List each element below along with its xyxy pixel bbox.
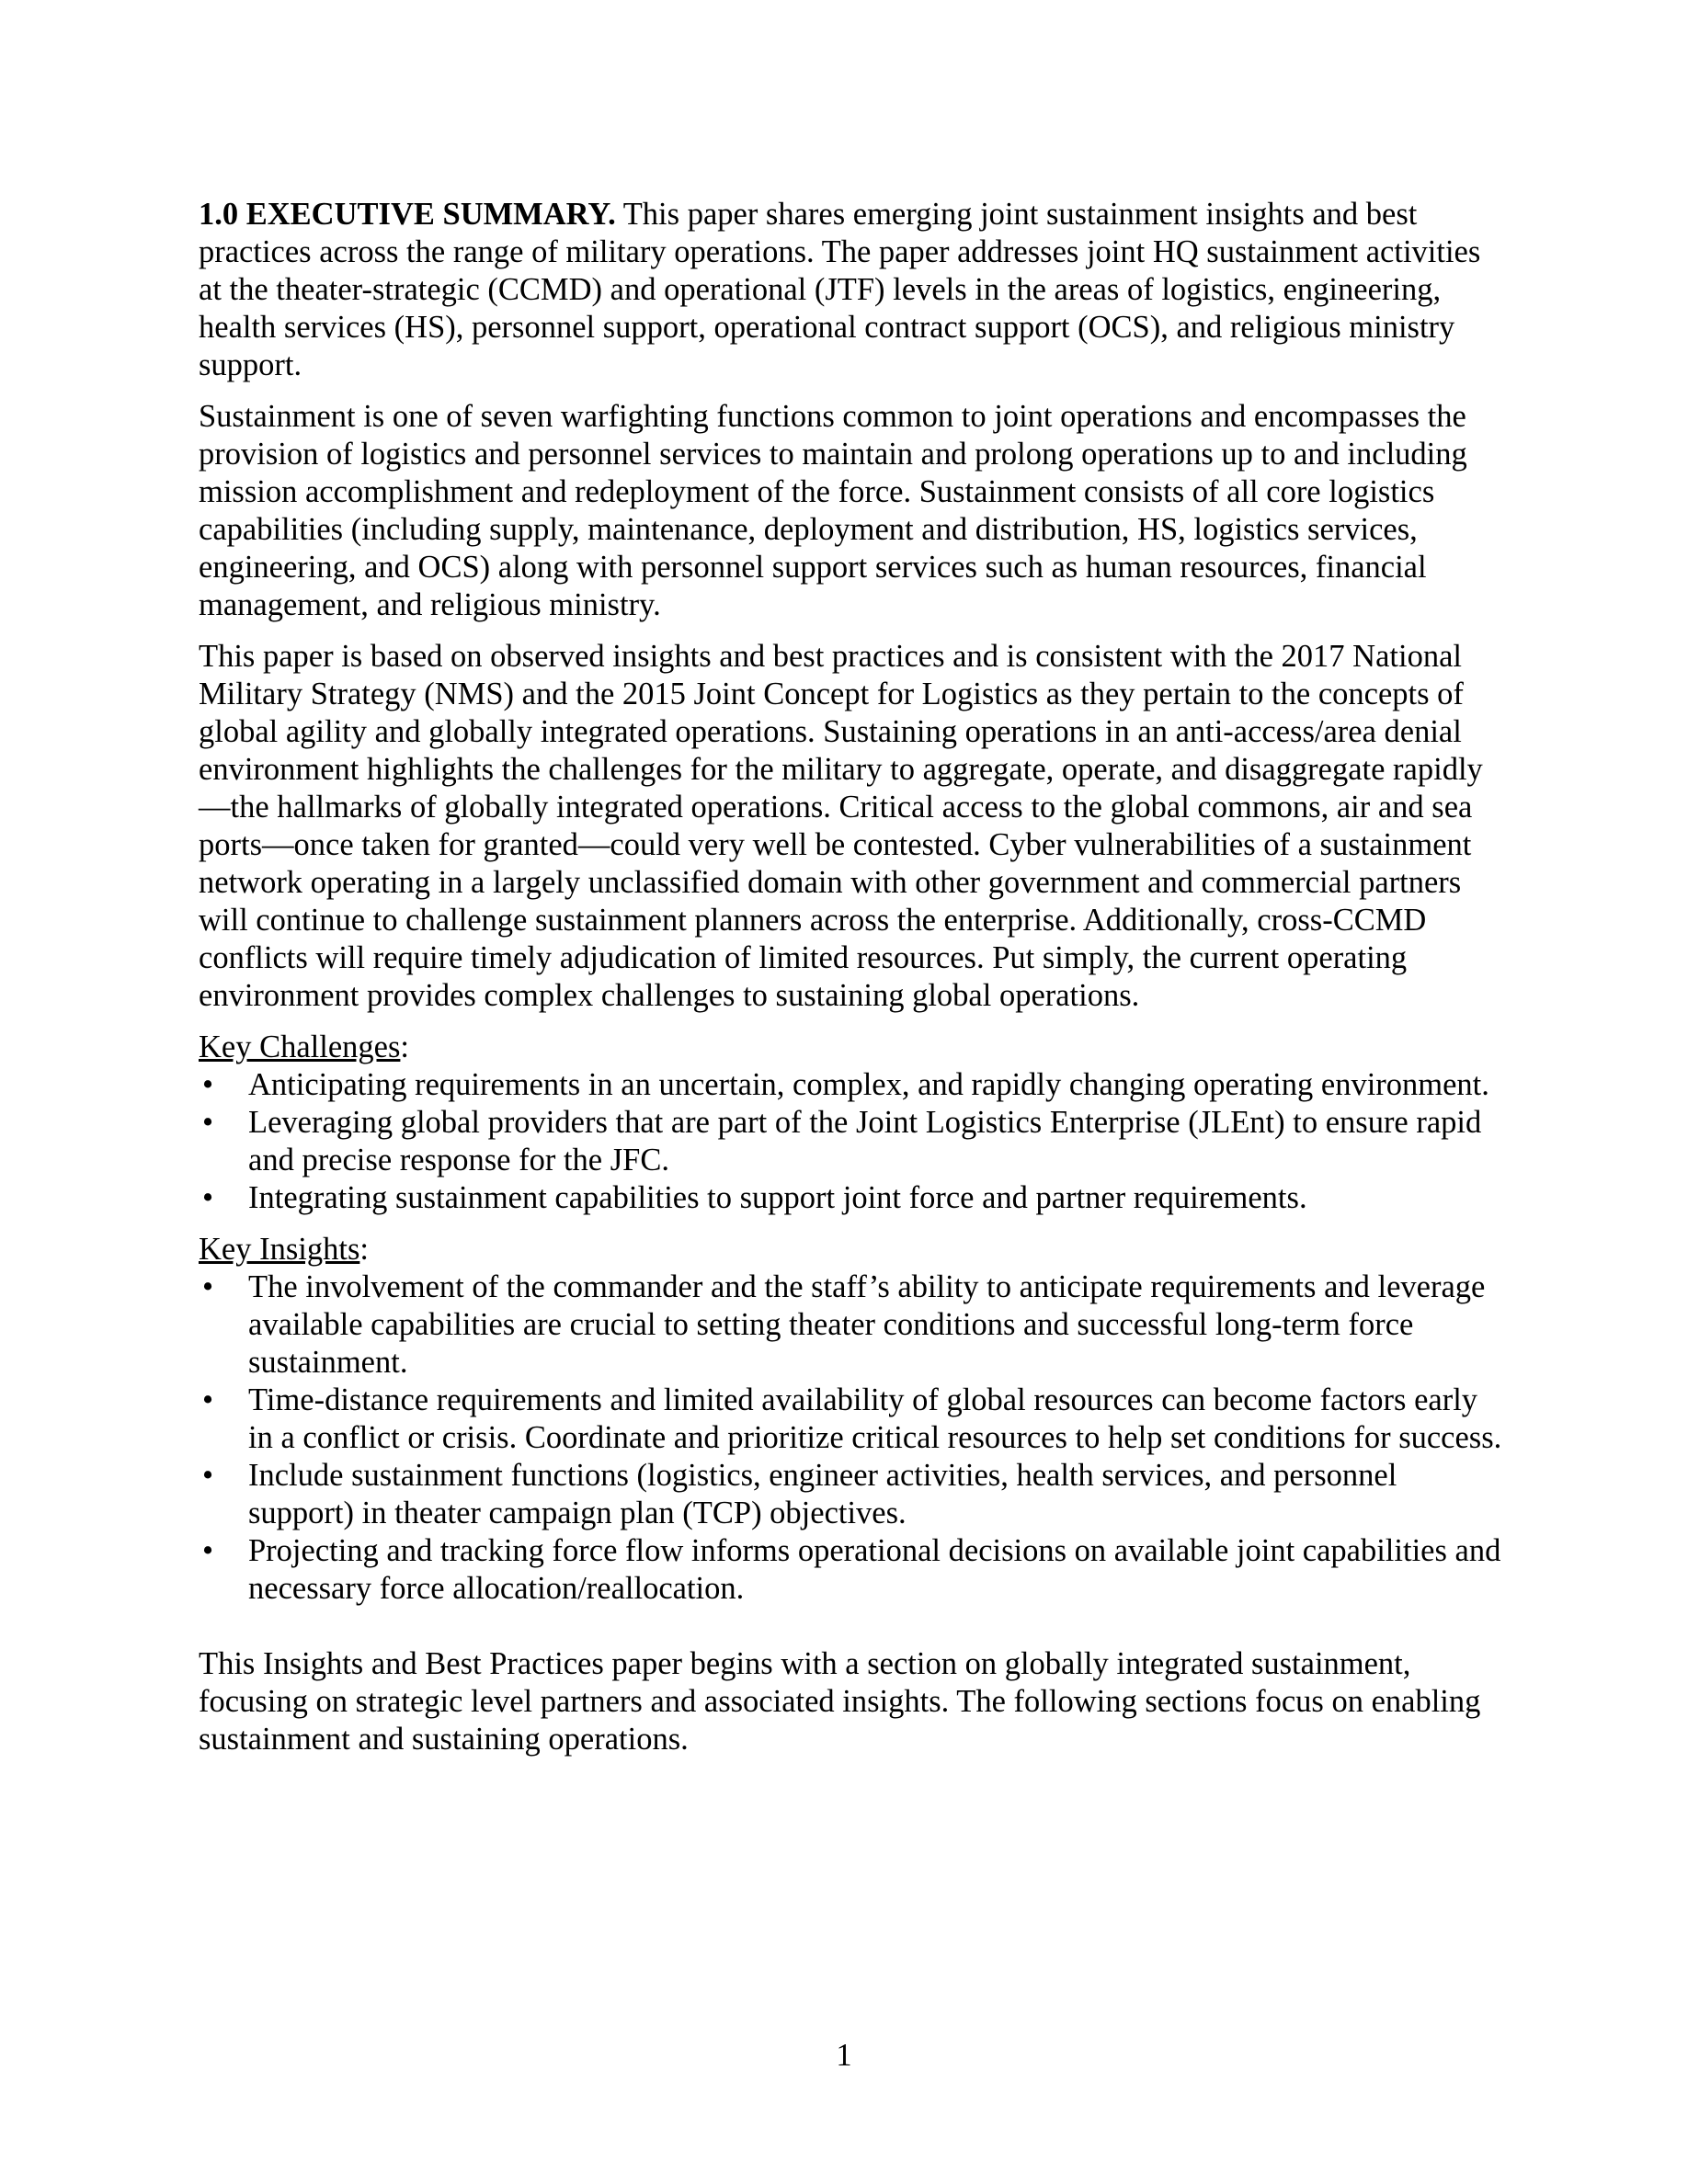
- list-item-text: Include sustainment functions (logistics, engineer activities, health services, and personnel support) in theater campaign plan (TCP) objectives.: [248, 1458, 1397, 1530]
- list-item: [199, 1066, 1504, 1104]
- bullet-icon: •: [201, 1533, 214, 1568]
- list-item: [199, 1104, 1504, 1179]
- key-challenges-list: [199, 1066, 1504, 1217]
- page-number: 1: [836, 2038, 852, 2073]
- key-insights-label: Key Insights: [199, 1232, 360, 1267]
- sustainment-definition-paragraph: Sustainment is one of seven warfighting functions common to joint operations and encompasses the provision of logistics and personnel services to maintain and prolong operations up to and including mission accomplishment and redeployment of the force. Sustainment consists of all core logistics capabilities (including supply, maintenance, deployment and distribution, HS, logistics services, engineering, and OCS) along with personnel support services such as human resources, financial management, and religious ministry.: [199, 399, 1467, 622]
- key-insights-list: [199, 1268, 1504, 1608]
- list-item-text: Integrating sustainment capabilities to support joint force and partner requirements.: [248, 1180, 1307, 1215]
- closing-paragraph: This Insights and Best Practices paper begins with a section on globally integrated sustainment, focusing on strategic level partners and associated insights. The following sections focus on enabling sustainment and sustaining operations.: [199, 1646, 1481, 1757]
- list-item-text: Anticipating requirements in an uncertain, complex, and rapidly changing operating environment.: [248, 1067, 1489, 1102]
- bullet-icon: •: [201, 1458, 214, 1493]
- list-item: [199, 1268, 1504, 1382]
- key-insights-colon: :: [359, 1232, 369, 1267]
- bullet-icon: •: [201, 1269, 214, 1304]
- list-item-text: Leveraging global providers that are part of the Joint Logistics Enterprise (JLEnt) to ensure rapid and precise response for the JFC.: [248, 1105, 1482, 1177]
- operating-environment-paragraph: This paper is based on observed insights and best practices and is consistent with the 2017 National Military Strategy (NMS) and the 2015 Joint Concept for Logistics as they pertain to the concepts of global agility and globally integrated operations. Sustaining operations in an anti-access/area denial environment highlights the challenges for the military to aggregate, operate, and disaggregate rapidly—the hallmarks of globally integrated operations. Critical access to the global commons, air and sea ports—once taken for granted—could very well be contested. Cyber vulnerabilities of a sustainment network operating in a largely unclassified domain with other government and commercial partners will continue to challenge sustainment planners across the enterprise. Additionally, cross-CCMD conflicts will require timely adjudication of limited resources. Put simply, the current operating environment provides complex challenges to sustaining global operations.: [199, 639, 1483, 1013]
- list-item: [199, 1382, 1504, 1457]
- bullet-icon: •: [201, 1180, 214, 1215]
- list-item-text: Time-distance requirements and limited availability of global resources can become factors early in a conflict or crisis. Coordinate and prioritize critical resources to help set conditions for success.: [248, 1382, 1502, 1455]
- key-challenges-heading: [199, 1029, 1504, 1066]
- bullet-icon: •: [201, 1067, 214, 1102]
- bullet-icon: •: [201, 1105, 214, 1140]
- key-challenges-label: Key Challenges: [199, 1029, 401, 1064]
- list-item-text: Projecting and tracking force flow informs operational decisions on available joint capabilities and necessary force allocation/reallocation.: [248, 1533, 1501, 1606]
- executive-summary-paragraph: [199, 196, 1504, 384]
- list-item-text: The involvement of the commander and the staff’s ability to anticipate requirements and leverage available capabilities are crucial to setting theater conditions and successful long-term force sustainment.: [248, 1269, 1486, 1380]
- section-heading: 1.0 EXECUTIVE SUMMARY.: [199, 197, 616, 232]
- list-item: [199, 1532, 1504, 1608]
- bullet-icon: •: [201, 1382, 214, 1417]
- list-item: [199, 1179, 1504, 1217]
- key-insights-heading: [199, 1231, 1504, 1268]
- document-page: [199, 196, 1504, 1772]
- intro-text: This paper shares emerging joint sustainment insights and best practices across the range of military operations. The paper addresses joint HQ sustainment activities at the theater-strategic (CCMD) and operational (JTF) levels in the areas of logistics, engineering, health services (HS), personnel support, operational contract support (OCS), and religious ministry support.: [199, 197, 1481, 382]
- list-item: [199, 1457, 1504, 1532]
- key-challenges-colon: :: [400, 1029, 409, 1064]
